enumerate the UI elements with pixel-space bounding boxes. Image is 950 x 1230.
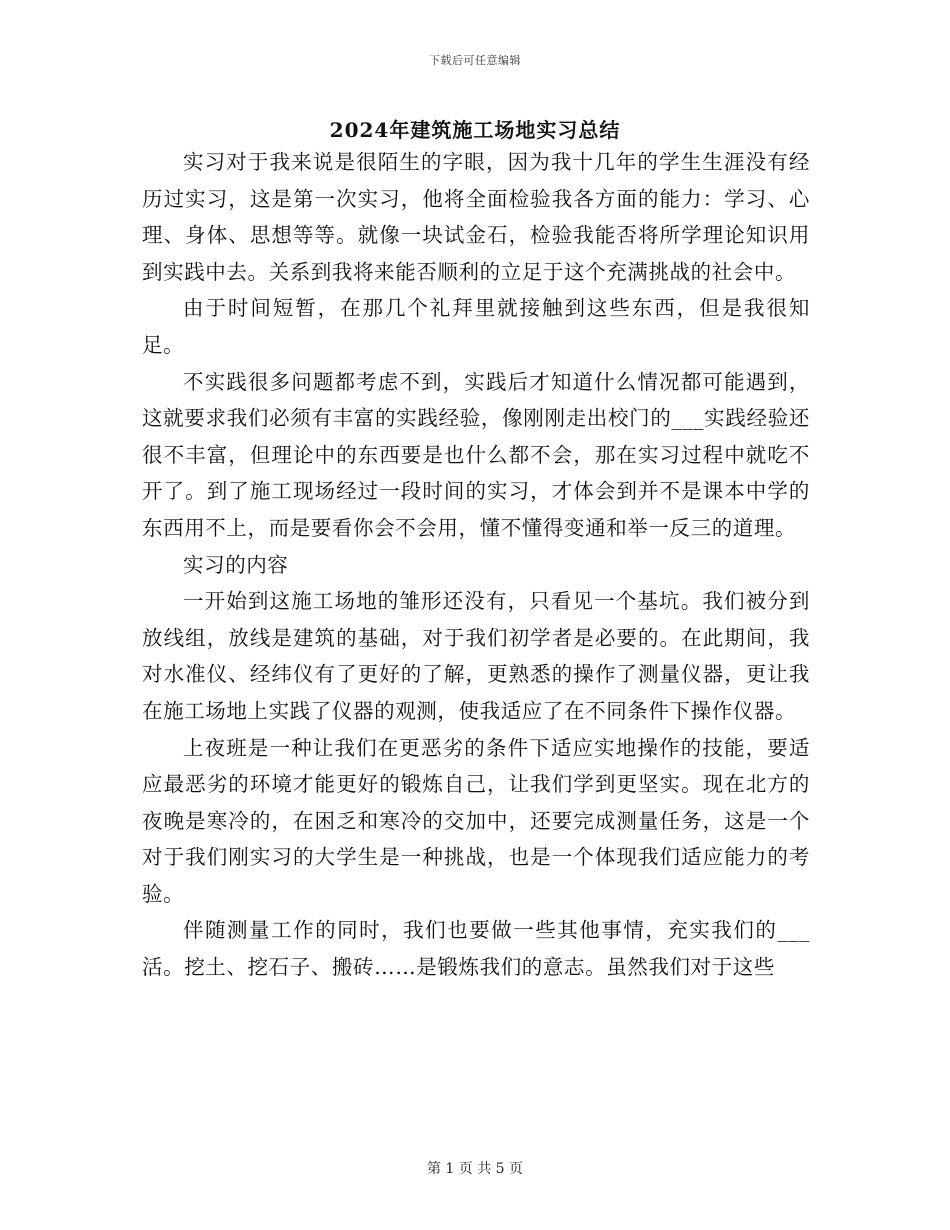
document-title: 2024年建筑施工场地实习总结 (329, 118, 621, 142)
header-note: 下载后可任意编辑 (429, 54, 521, 67)
paragraph: 一开始到这施工场地的雏形还没有，只看见一个基坑。我们被分到放线组，放线是建筑的基础，对于我们初学者是必要的。在此期间，我对水准仪、经纬仪有了更好的了解，更熟悉的操作了测量仪器，更让我在施工场地上实践了仪器的观测，使我适应了在不同条件下操作仪器。 (142, 589, 810, 723)
paragraph: 由于时间短暂，在那几个礼拜里就接触到这些东西，但是我很知足。 (142, 296, 810, 357)
document-body (142, 144, 810, 986)
paragraph: 实习对于我来说是很陌生的字眼，因为我十几年的学生生涯没有经历过实习，这是第一次实习，他将全面检验我各方面的能力：学习、心理、身体、思想等等。就像一块试金石，检验我能否将所学理论知识用到实践中去。关系到我将来能否顺利的立足于这个充满挑战的社会中。 (142, 150, 810, 284)
paragraph: 上夜班是一种让我们在更恶劣的条件下适应实地操作的技能，要适应最恶劣的环境才能更好的锻炼自己，让我们学到更坚实。现在北方的夜晚是寒冷的，在困乏和寒冷的交加中，还要完成测量任务，这是一个对于我们刚实习的大学生是一种挑战，也是一个体现我们适应能力的考验。 (142, 735, 810, 906)
page-footer: 第 1 页 共 5 页 (426, 1161, 524, 1177)
paragraph: 伴随测量工作的同时，我们也要做一些其他事情，充实我们的___活。挖土、挖石子、搬砖……是锻炼我们的意志。虽然我们对于这些 (142, 918, 810, 980)
paragraph: 不实践很多问题都考虑不到，实践后才知道什么情况都可能遇到，这就要求我们必须有丰富的实践经验，像刚刚走出校门的___实践经验还很不丰富，但理论中的东西要是也什么都不会，那在实习过程中就吃不开了。到了施工现场经过一段时间的实习，才体会到并不是课本中学的东西用不上，而是要看你会不会用，懂不懂得变通和举一反三的道理。 (142, 369, 810, 540)
section-heading: 实习的内容 (183, 552, 289, 577)
